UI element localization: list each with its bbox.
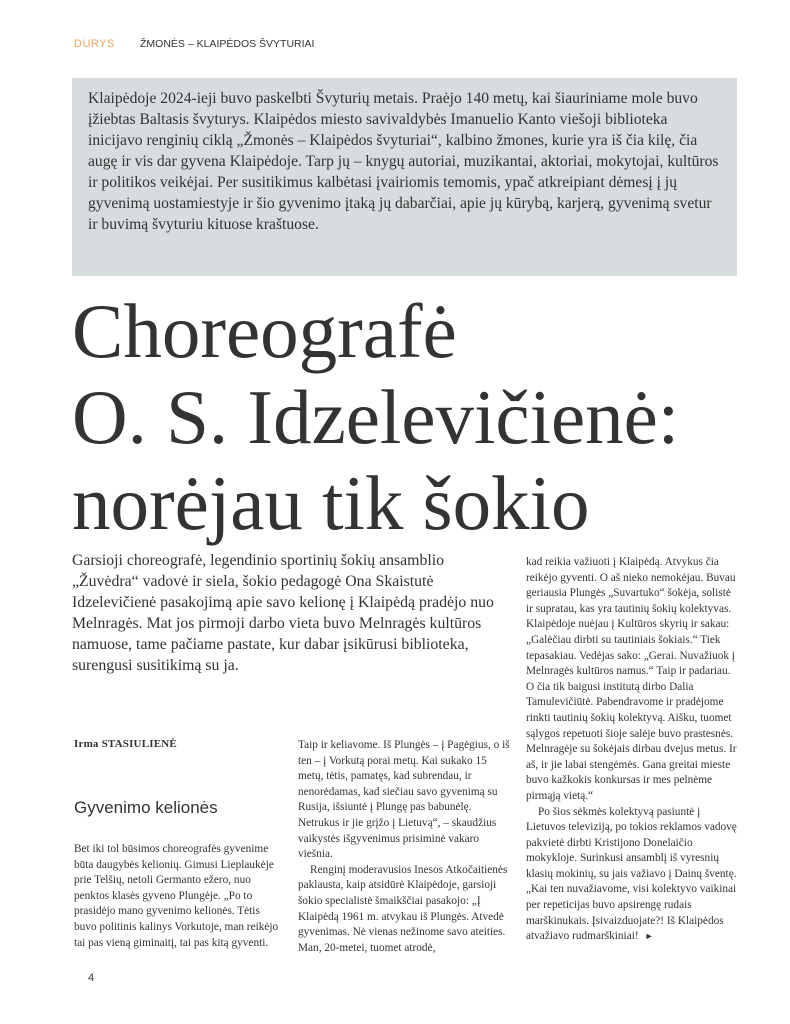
body-paragraph-text: Po šios sėkmės kolektyvą pasiuntė į Lietuvos televiziją, po tokios reklamos vadovę pakvietė dirbti Kristijono Donelaičio mokykloje. Surinkusi ansamblį iš vyresnių klasių mokinių, su jais važiavo į Dainų šventę. „Kai ten nuvažiavome, visi kolektyvo vaikinai per repeticijas buvo apsirengę rudais marškinukais. Įsivaizduojate?! Iš Klaipėdos atvažiavo rudmarškiniai! — [526, 805, 737, 943]
body-column-2 — [298, 738, 510, 956]
body-paragraph: Bet iki tol būsimos choreografės gyvenime būta daugybės kelionių. Gimusi Lieplaukėje prie Telšių, netoli Germanto ežero, nuo penktos klasės gyveno Plungėje. „Po to prasidėjo mano gyvenimo kelionės. Tėtis buvo politinis kalinys Vorkutoje, man reikėjo tai pas vieną giminaitį, tai pas kitą gyventi. — [74, 843, 279, 949]
section-subheading: Gyvenimo kelionės — [74, 798, 218, 817]
running-header: ŽMONĖS – KLAIPĖDOS ŠVYTURIAI — [140, 38, 315, 50]
headline-line-2: O. S. Idzelevičienė: — [72, 374, 680, 460]
body-column-3 — [526, 555, 738, 945]
body-paragraph — [526, 805, 738, 945]
continue-arrow-icon: ► — [644, 931, 654, 942]
headline-line-3: norėjau tik šokio — [72, 460, 590, 546]
body-paragraph: kad reikia važiuoti į Klaipėdą. Atvykus čia reikėjo gyventi. O aš nieko nemokėjau. Buvau geriausia Plungės „Suvartuko“ šokėja, solistė ir supratau, kas yra tautinių šokių kolektyvas. Klaipėdoje nuėjau į Kultūros skyrių ir sakau: „Galėčiau dirbti su tautiniais šokiais.“ Tiek tepasakiau. Vedėjas sako: „Gerai. Nuvažiuok į Melnragės kultūros namus.“ Taip ir padariau. O čia tik baigusi institutą dirbo Dalia Tamulevičiūtė. Pabendravome ir pradėjome rinkti tautinių šokių kolektyvą. Aišku, tuomet sąlygos repetuoti šioje salėje buvo prastesnės. Melnragėje su šokėjais dirbau dvejus metus. Ir aš, ir jie labai stengėmės. Gana greitai mieste buvo kažkokis konkursas ir mes pelnėme pirmąją vietą.“ — [526, 556, 737, 802]
body-paragraph: Taip ir keliavome. Iš Plungės – į Pagėgius, o iš ten – į Vorkutą porai metų. Kai sukako 15 metų, tėtis, pamatęs, kad subrendau, ir nenorėdamas, kad siečiau savo gyvenimą su Rusija, išsiuntė į Plungę pas babunėlę. Netrukus ir jie grįžo į Lietuvą“, – skaudžius vaikystės išgyvenimus prisiminė vakaro viešnia. — [298, 739, 510, 861]
author-byline: Irma STASIULIENĖ — [74, 738, 177, 750]
article-headline — [72, 288, 772, 546]
intro-box — [72, 78, 737, 276]
body-column-1 — [74, 842, 284, 951]
page-number: 4 — [88, 972, 95, 984]
body-paragraph: Renginį moderavusios Inesos Atkočaitienės paklausta, kaip atsidūrė Klaipėdoje, garsioji šokio specialistė šmaikščiai pasakojo: „Į Klaipėdą 1961 m. atvykau iš Plungės. Atvedė gyvenimas. Nė vienas nežinome savo ateities. Man, 20-metei, tuomet atrodė, — [298, 863, 508, 954]
headline-line-1: Choreografė — [72, 288, 457, 374]
intro-text: Klaipėdoje 2024-ieji buvo paskelbti Švyturių metais. Praėjo 140 metų, kai šiauriniame mole buvo įžiebtas Baltasis švyturys. Klaipėdos miesto savivaldybės Imanuelio Kanto viešoji biblioteka inicijavo renginių ciklą „Žmonės – Klaipėdos švyturiai“, kalbino žmones, kurie yra iš čia kilę, čia augę ir vis dar gyvena Klaipėdoje. Tarp jų – knygų autoriai, muzikantai, aktoriai, mokytojai, kultūros ir politikos veikėjai. Per susitikimus kalbėtasi įvairiomis temomis, ypač atkreipiant dėmesį į jų gyvenimą uostamiestyje ir šio gyvenimo įtaką jų dabarčiai, apie jų kūrybą, karjerą, gyvenimą svetur ir buvimą švyturiu kituose kraštuose. — [88, 90, 719, 233]
lead-paragraph: Garsioji choreografė, legendinio sportinių šokių ansamblio „Žuvėdra“ vadovė ir siela, šokio pedagogė Ona Skaistutė Idzelevičienė pasakojimą apie savo kelionę į Klaipėdą pradėjo nuo Melnragės. Mat jos pirmoji darbo vieta buvo Melnragės kultūros namuose, tame pačiame pastate, kur dabar įsikūrusi biblioteka, surengusi susitikimą su ja. — [72, 552, 494, 674]
section-label: DURYS — [74, 38, 115, 50]
